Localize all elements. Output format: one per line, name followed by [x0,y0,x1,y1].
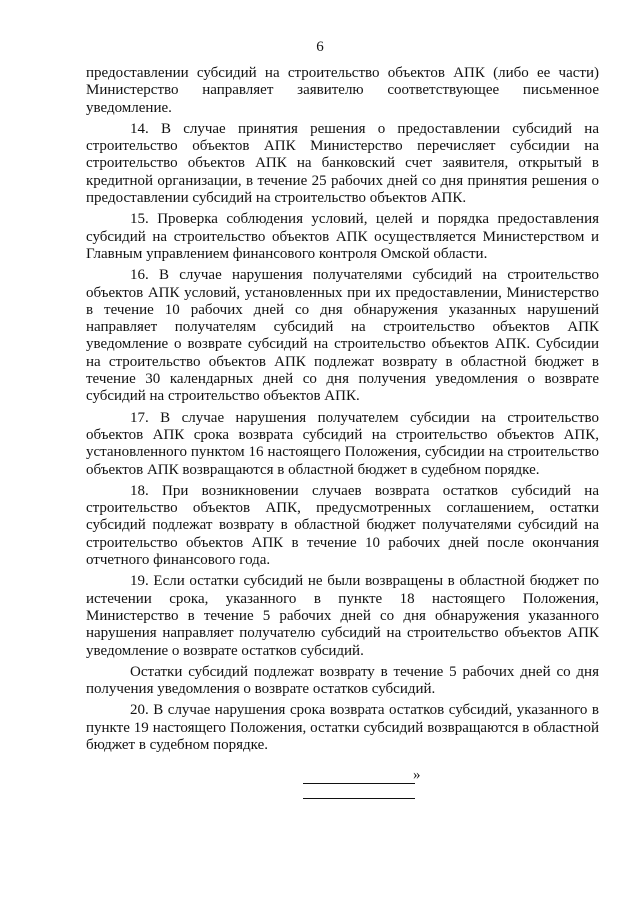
page-number: 6 [316,39,324,55]
paragraph-17: 17. В случае нарушения получателем субсидии на строительство объектов АПК срока возврата субсидий на строительство объектов АПК, установленного пунктом 16 настоящего Положения, субсидии на строительство объектов АПК возвращаются в областной бюджет в судебном порядке. [86,409,599,478]
paragraph-18: 18. При возникновении случаев возврата остатков субсидий на строительство объектов АПК, предусмотренных соглашением, остатки субсидий подлежат возврату в областной бюджет получателями субсидий на строительство объектов АПК в течение 10 рабочих дней после окончания отчетного финансового года. [86,482,599,569]
paragraph-15: 15. Проверка соблюдения условий, целей и порядка предоставления субсидий на строительство объектов АПК осуществляется Министерством и Главным управлением финансового контроля Омской области. [86,211,599,262]
paragraph-16: 16. В случае нарушения получателями субсидий на строительство объектов АПК условий, установленных при их предоставлении, Министерство в течение 10 рабочих дней со дня обнаружения указанных нарушений направляет получателям субсидий на строительство объектов АПК уведомление о возврате субсидий на строительство объектов АПК. Субсидии на строительство объектов АПК подлежат возврату в областной бюджет в течение 30 календарных дней со дня получения уведомления о возврате субсидий на строительство объектов АПК. [86,267,599,405]
closing-mark [300,769,430,809]
paragraph-19: 19. Если остатки субсидий не были возвращены в областной бюджет по истечении срока, указанного в пункте 18 настоящего Положения, Министерство в течение 5 рабочих дней со дня обнаружения указанного нарушения направляет получателю субсидий на строительство объектов АПК уведомление о возврате остатков субсидий. [86,573,599,659]
paragraph-14: 14. В случае принятия решения о предоставлении субсидий на строительство объектов АПК Министерство перечисляет субсидии на строительство объектов АПК на банковский счет заявителя, открытый в кредитной организации, в течение 25 рабочих дней со дня принятия решения о предоставлении субсидий на строительство объектов АПК. [86,120,599,207]
paragraph-20: 20. В случае нарушения срока возврата остатков субсидий, указанного в пункте 19 настоящего Положения, остатки субсидий возвращаются в областной бюджет в судебном порядке. [86,702,599,753]
closing-line-bottom [303,798,415,799]
paragraph-continuation: предоставлении субсидий на строительство объектов АПК (либо ее части) Министерство направляет заявителю соответствующее письменное уведомление. [86,65,599,116]
document-body [86,65,599,754]
closing-quote: » [413,767,421,783]
closing-line-top [303,783,415,784]
paragraph-19-note: Остатки субсидий подлежат возврату в течение 5 рабочих дней со дня получения уведомления о возврате остатков субсидий. [86,663,599,698]
